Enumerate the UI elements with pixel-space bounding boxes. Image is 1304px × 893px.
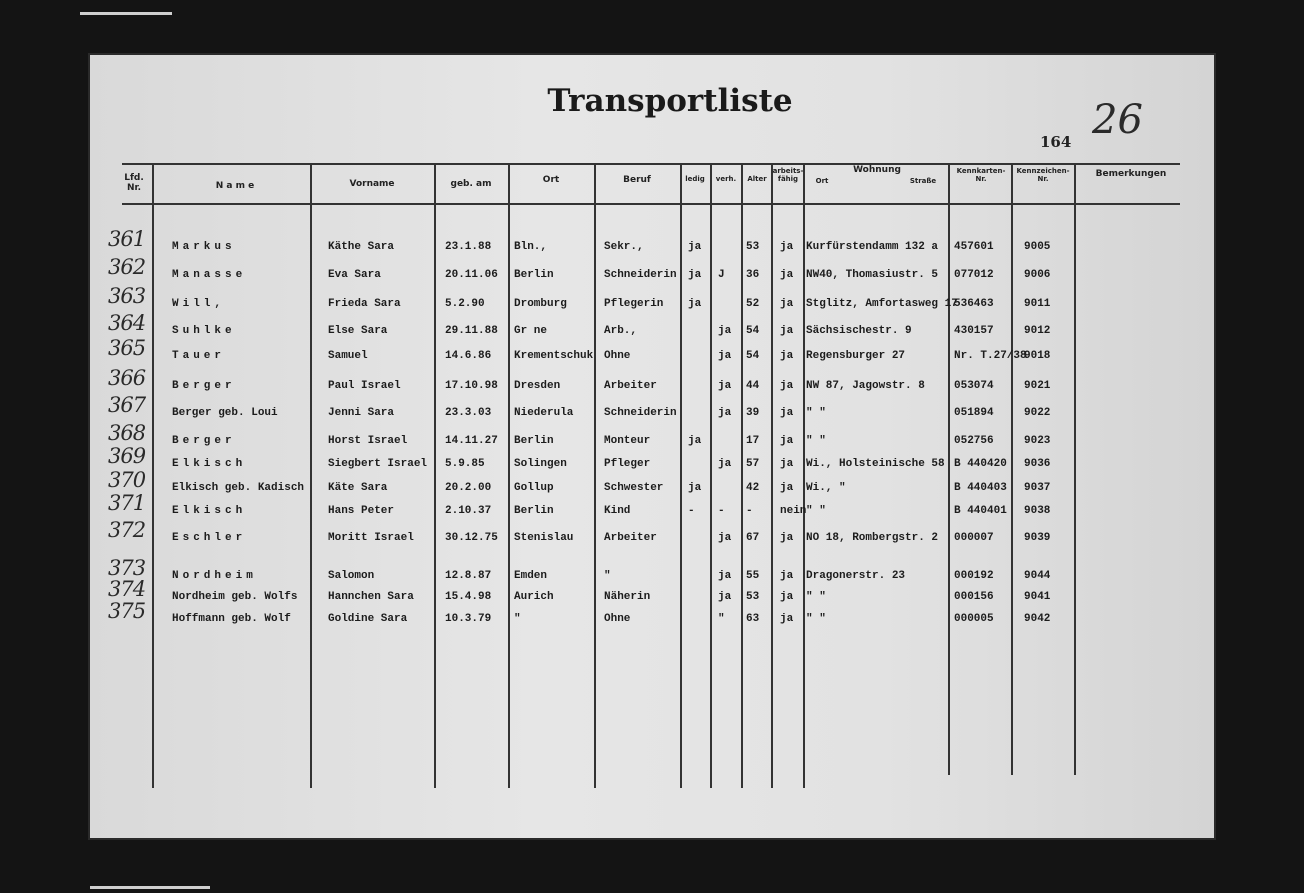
cell-kennkarte: 053074 [954,380,994,392]
cell-ort: " [514,613,521,625]
col-header-wohnung-strasse: Straße [909,177,937,185]
cell-verh: ja [718,325,732,337]
cell-alter: 53 [746,241,760,253]
cell-arbeitsfaehig: ja [780,532,794,544]
row-number: 372 [108,518,146,542]
col-header-ledig: ledig [685,175,705,183]
row-number: 375 [108,599,146,623]
cell-beruf: Arb., [604,325,638,337]
row-number: 368 [108,421,146,445]
cell-arbeitsfaehig: ja [780,350,794,362]
cell-vorname: Jenni Sara [328,407,395,419]
cell-vorname: Siegbert Israel [328,458,428,470]
cell-kennzeichen: 9022 [1024,407,1051,419]
cell-ort: Berlin [514,435,554,447]
cell-geb: 30.12.75 [445,532,498,544]
cell-beruf: Arbeiter [604,532,657,544]
row-number: 369 [108,444,146,468]
cell-wohnung: Dragonerstr. 23 [806,570,906,582]
cell-geb: 10.3.79 [445,613,492,625]
cell-name: Eschler [172,532,247,544]
col-header-arbeitsfaehig: arbeits- fähig [772,167,804,183]
cell-kennkarte: 000156 [954,591,994,603]
header-bottom-rule [122,203,1180,205]
cell-alter: 55 [746,570,760,582]
row-number: 364 [108,311,146,335]
cell-verh: ja [718,532,732,544]
row-number: 371 [108,491,146,515]
cell-alter: 42 [746,482,760,494]
cell-kennzeichen: 9012 [1024,325,1051,337]
cell-wohnung: " " [806,505,826,517]
cell-kennkarte: 000007 [954,532,994,544]
cell-wohnung: " " [806,591,826,603]
row-number: 363 [108,284,146,308]
cell-kennkarte: 077012 [954,269,994,281]
cell-kennzeichen: 9006 [1024,269,1051,281]
cell-ledig: ja [688,298,702,310]
column-rule [152,163,154,788]
cell-wohnung: NW40, Thomasiustr. 5 [806,269,939,281]
cell-vorname: Eva Sara [328,269,381,281]
cell-arbeitsfaehig: ja [780,482,794,494]
row-number: 374 [108,577,146,601]
cell-kennkarte: Nr. T.27/38 [954,350,1027,362]
cell-kennzeichen: 9038 [1024,505,1051,517]
cell-wohnung: " " [806,407,826,419]
cell-arbeitsfaehig: ja [780,241,794,253]
cell-beruf: " [604,570,611,582]
cell-beruf: Kind [604,505,631,517]
cell-arbeitsfaehig: ja [780,269,794,281]
column-rule [771,163,773,788]
column-rule [434,163,436,788]
cell-alter: 53 [746,591,760,603]
row-number: 365 [108,336,146,360]
col-header-kennzeichen: Kennzeichen- Nr. [1016,167,1070,183]
cell-vorname: Goldine Sara [328,613,408,625]
cell-name: Nordheim [172,570,257,582]
cell-geb: 20.11.06 [445,269,498,281]
cell-alter: 57 [746,458,760,470]
cell-ort: Berlin [514,505,554,517]
column-rule [594,163,596,788]
row-number: 361 [108,227,146,251]
cell-wohnung: NO 18, Rombergstr. 2 [806,532,939,544]
cell-ort: Emden [514,570,548,582]
cell-alter: 39 [746,407,760,419]
cell-beruf: Näherin [604,591,651,603]
col-header-geb: geb. am [450,179,492,189]
cell-vorname: Käthe Sara [328,241,395,253]
cell-kennzeichen: 9023 [1024,435,1051,447]
cell-alter: 54 [746,350,760,362]
col-header-alter: Alter [747,175,767,183]
cell-verh: - [718,505,725,517]
column-rule [508,163,510,788]
cell-beruf: Pfleger [604,458,651,470]
cell-ort: Aurich [514,591,554,603]
cell-wohnung: Stglitz, Amfortasweg 17 [806,298,958,310]
cell-alter: 67 [746,532,760,544]
cell-vorname: Käte Sara [328,482,388,494]
cell-ledig: ja [688,269,702,281]
cell-ledig: - [688,505,695,517]
col-header-wohnung-ort: Ort [815,177,829,185]
cell-name: Nordheim geb. Wolfs [172,591,298,603]
cell-arbeitsfaehig: ja [780,298,794,310]
film-edge-mark [80,12,172,15]
cell-name: Hoffmann geb. Wolf [172,613,291,625]
cell-alter: - [746,505,753,517]
cell-vorname: Paul Israel [328,380,401,392]
row-number: 367 [108,393,146,417]
cell-arbeitsfaehig: ja [780,435,794,447]
cell-verh: ja [718,407,732,419]
cell-wohnung: " " [806,613,826,625]
cell-wohnung: NW 87, Jagowstr. 8 [806,380,925,392]
cell-arbeitsfaehig: ja [780,325,794,337]
cell-kennkarte: 000005 [954,613,994,625]
cell-vorname: Hannchen Sara [328,591,414,603]
cell-wohnung: Wi., Holsteinische 58 [806,458,945,470]
cell-kennzeichen: 9037 [1024,482,1051,494]
cell-kennzeichen: 9021 [1024,380,1051,392]
cell-beruf: Ohne [604,613,631,625]
column-rule [741,163,743,788]
cell-name: Tauer [172,350,226,362]
handwritten-number: 26 [1092,97,1143,143]
cell-kennzeichen: 9018 [1024,350,1051,362]
document-title: Transportliste [547,83,793,119]
cell-arbeitsfaehig: ja [780,613,794,625]
row-number: 362 [108,255,146,279]
cell-alter: 54 [746,325,760,337]
cell-kennkarte: 051894 [954,407,994,419]
transport-list-sheet [90,55,1214,838]
cell-geb: 12.8.87 [445,570,492,582]
cell-kennkarte: B 440401 [954,505,1007,517]
cell-alter: 52 [746,298,760,310]
cell-vorname: Samuel [328,350,368,362]
cell-name: Elkisch [172,458,247,470]
cell-ort: Bln., [514,241,548,253]
col-header-name: N a m e [215,181,255,191]
row-number: 370 [108,468,146,492]
column-rule [1074,163,1076,775]
cell-name: Will, [172,298,226,310]
cell-verh: ja [718,591,732,603]
col-header-lfd: Lfd. Nr. [124,173,144,193]
column-rule [948,163,950,775]
cell-geb: 14.6.86 [445,350,492,362]
cell-alter: 17 [746,435,760,447]
table-top-rule [122,163,1180,165]
cell-geb: 15.4.98 [445,591,492,603]
cell-geb: 17.10.98 [445,380,498,392]
cell-beruf: Ohne [604,350,631,362]
cell-name: Berger [172,435,236,447]
cell-wohnung: Wi., " [806,482,846,494]
cell-ort: Niederula [514,407,574,419]
cell-vorname: Hans Peter [328,505,395,517]
cell-name: Berger geb. Loui [172,407,278,419]
cell-geb: 5.9.85 [445,458,485,470]
col-header-wohnung: Wohnung [853,165,901,175]
cell-verh: ja [718,350,732,362]
cell-alter: 63 [746,613,760,625]
cell-ledig: ja [688,435,702,447]
cell-verh: J [718,269,725,281]
row-number: 373 [108,556,146,580]
cell-geb: 23.1.88 [445,241,492,253]
col-header-kennkarten: Kennkarten- Nr. [956,167,1006,183]
cell-ort: Gr ne [514,325,548,337]
cell-arbeitsfaehig: ja [780,570,794,582]
cell-geb: 2.10.37 [445,505,492,517]
cell-kennkarte: B 440403 [954,482,1007,494]
cell-kennkarte: 052756 [954,435,994,447]
cell-verh: ja [718,570,732,582]
cell-ort: Berlin [514,269,554,281]
cell-kennzeichen: 9039 [1024,532,1051,544]
cell-alter: 36 [746,269,760,281]
cell-kennzeichen: 9044 [1024,570,1051,582]
cell-name: Berger [172,380,236,392]
cell-kennzeichen: 9041 [1024,591,1051,603]
cell-arbeitsfaehig: ja [780,407,794,419]
cell-ort: Solingen [514,458,567,470]
cell-beruf: Schneiderin [604,407,677,419]
cell-geb: 20.2.00 [445,482,492,494]
cell-wohnung: Regensburger 27 [806,350,906,362]
cell-geb: 14.11.27 [445,435,498,447]
cell-arbeitsfaehig: ja [780,380,794,392]
cell-arbeitsfaehig: ja [780,591,794,603]
col-header-verh: verh. [715,175,737,183]
cell-geb: 5.2.90 [445,298,485,310]
column-rule [710,163,712,788]
column-rule [310,163,312,788]
cell-ledig: ja [688,241,702,253]
cell-name: Elkisch geb. Kadisch [172,482,305,494]
cell-ort: Dromburg [514,298,567,310]
cell-kennzeichen: 9005 [1024,241,1051,253]
cell-name: Markus [172,241,236,253]
cell-kennkarte: B 440420 [954,458,1007,470]
cell-kennkarte: 000192 [954,570,994,582]
cell-verh: ja [718,458,732,470]
cell-vorname: Moritt Israel [328,532,414,544]
cell-kennzeichen: 9011 [1024,298,1051,310]
row-number: 366 [108,366,146,390]
col-header-ort: Ort [542,175,560,185]
col-header-bemerkungen: Bemerkungen [1095,169,1167,179]
cell-ort: Gollup [514,482,554,494]
cell-geb: 23.3.03 [445,407,492,419]
column-rule [1011,163,1013,775]
cell-vorname: Salomon [328,570,375,582]
cell-beruf: Sekr., [604,241,644,253]
column-rule [680,163,682,788]
cell-wohnung: Kurfürstendamm 132 a [806,241,939,253]
cell-vorname: Else Sara [328,325,388,337]
cell-arbeitsfaehig: ja [780,458,794,470]
cell-beruf: Arbeiter [604,380,657,392]
cell-wohnung: " " [806,435,826,447]
cell-ort: Krementschuk [514,350,594,362]
cell-ort: Stenislau [514,532,574,544]
cell-vorname: Horst Israel [328,435,408,447]
cell-kennkarte: 536463 [954,298,994,310]
col-header-vorname: Vorname [349,179,395,189]
cell-beruf: Pflegerin [604,298,664,310]
cell-verh: ja [718,380,732,392]
sheet-number: 164 [1040,133,1072,151]
cell-ledig: ja [688,482,702,494]
column-rule [803,163,805,788]
cell-name: Suhlke [172,325,236,337]
film-edge-mark [90,886,210,889]
col-header-beruf: Beruf [623,175,651,185]
cell-kennkarte: 457601 [954,241,994,253]
cell-beruf: Schneiderin [604,269,677,281]
cell-ort: Dresden [514,380,561,392]
cell-kennzeichen: 9042 [1024,613,1051,625]
cell-vorname: Frieda Sara [328,298,401,310]
cell-beruf: Schwester [604,482,664,494]
cell-kennzeichen: 9036 [1024,458,1051,470]
cell-name: Elkisch [172,505,247,517]
cell-arbeitsfaehig: nein [780,505,807,517]
cell-kennkarte: 430157 [954,325,994,337]
cell-wohnung: Sächsischestr. 9 [806,325,912,337]
cell-geb: 29.11.88 [445,325,498,337]
cell-verh: " [718,613,725,625]
cell-beruf: Monteur [604,435,651,447]
cell-alter: 44 [746,380,760,392]
cell-name: Manasse [172,269,247,281]
